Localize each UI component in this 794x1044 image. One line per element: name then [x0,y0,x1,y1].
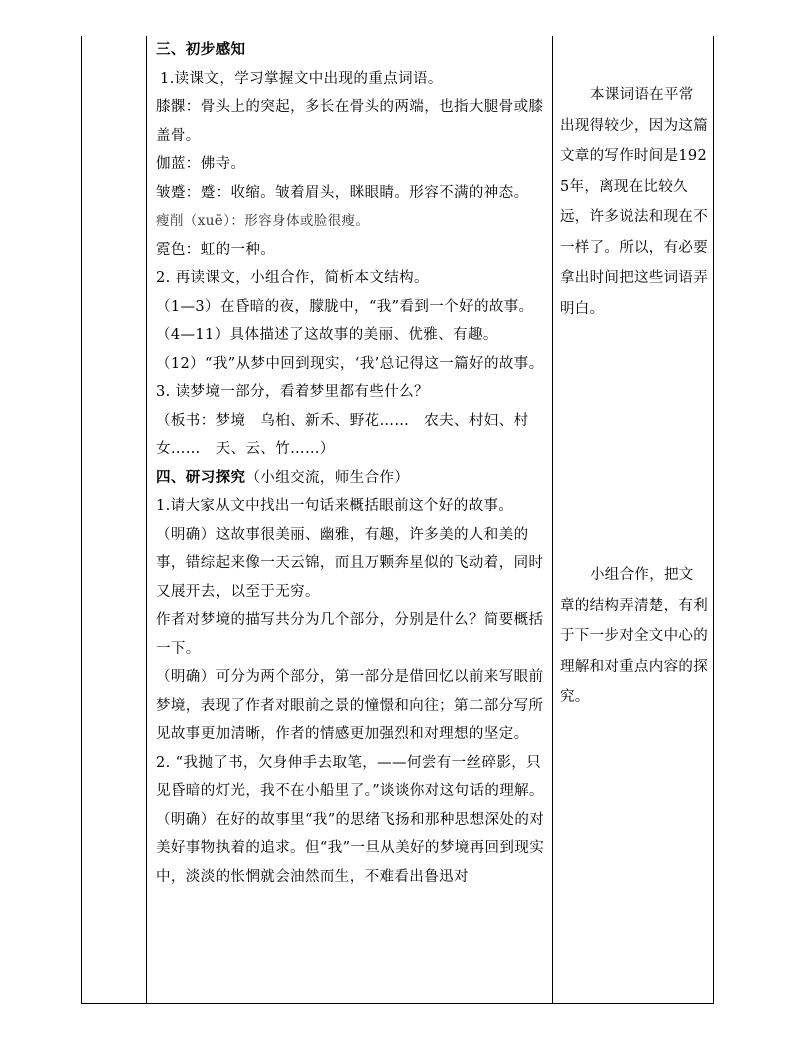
question-1b: 作者对梦境的描写共分为几个部分，分别是什么？简要概括一下。 [156,612,544,657]
design-notes-cell [558,36,710,1003]
vocab-item: 瘦削（xuē）：形容身体或脸很瘦。 [156,213,370,229]
vocab-item: 霓色：虹的一种。 [156,241,276,258]
step-1: 1.读课文，学习掌握文中出现的重点词语。 [160,70,443,87]
vocab-item: 膝髁：骨头上的突起，多长在骨头的两端，也指大腿骨或膝盖骨。 [156,99,544,144]
structure-item: （12）“我”从梦中回到现实，‘我’总记得这一篇好的故事。 [156,355,544,372]
section-heading-4-sub: （小组交流，师生合作） [245,469,410,486]
step-2: 2. 再读课文，小组合作，简析本文结构。 [156,270,429,286]
lesson-content-cell [152,36,552,1003]
question-1: 1.请大家从文中找出一句话来概括眼前这个好的故事。 [156,498,514,514]
table-border-col2 [552,36,553,1003]
answer-1b: （明确）可分为两个部分，第一部分是借回忆以前来写眼前梦境，表现了作者对眼前之景的憧憬和向往；第二部分写所见故事更加清晰，作者的情感更加强烈和对理想的坚定。 [156,669,544,742]
answer-2: （明确）在好的故事里“我”的思绪飞扬和那种思想深处的对美好事物执着的追求。但“我”一旦从美好的梦境再回到现实中，淡淡的怅惘就会油然而生，不难看出鲁迅对 [156,811,545,885]
table-border-left [81,36,82,1003]
vocab-item: 皱蹙：蹙：收缩。皱着眉头，眯眼睛。形容不满的神态。 [156,184,529,201]
answer-1: （明确）这故事很美丽、幽雅，有趣，许多美的人和美的事，错综起来像一天云锦，而且万颗奔星似的飞动着，同时又展开去，以至于无穷。 [156,526,544,600]
question-2: 2. “我抛了书，欠身伸手去取笔，——何尝有一丝碎影，只见昏暗的灯光，我不在小船里了。”谈谈你对这句话的理解。 [156,754,544,799]
structure-item: （1—3）在昏暗的夜，朦胧中，“我”看到一个好的故事。 [156,298,534,315]
side-note-1-text: 本课词语在平常出现得较少，因为这篇文章的写作时间是1925年，离现在比较久远，许多说法和现在不一样了。所以，有必要拿出时间把这些词语弄明白。 [560,87,708,317]
board-notes: （板书：梦境 乌桕、新禾、野花…… 农夫、村妇、村女…… 天、云、竹……） [156,412,529,457]
table-border-col1 [146,36,147,1003]
section-heading-4 [152,464,552,493]
structure-item: （4—11）具体描述了这故事的美丽、优雅、有趣。 [156,327,498,343]
side-note-2 [558,560,710,713]
step-3: 3. 读梦境一部分，看着梦里都有些什么？ [156,384,429,400]
section-heading-4-title: 四、研习探究 [156,469,246,486]
side-note-2-text: 小组合作，把文章的结构弄清楚，有利于下一步对全文中心的理解和对重点内容的探究。 [560,567,708,705]
table-border-bottom [81,1003,714,1004]
table-border-right [713,36,714,1003]
section-heading-3: 三、初步感知 [156,42,246,58]
side-note-1 [558,80,710,324]
vocab-item: 伽蓝：佛寺。 [156,156,246,172]
